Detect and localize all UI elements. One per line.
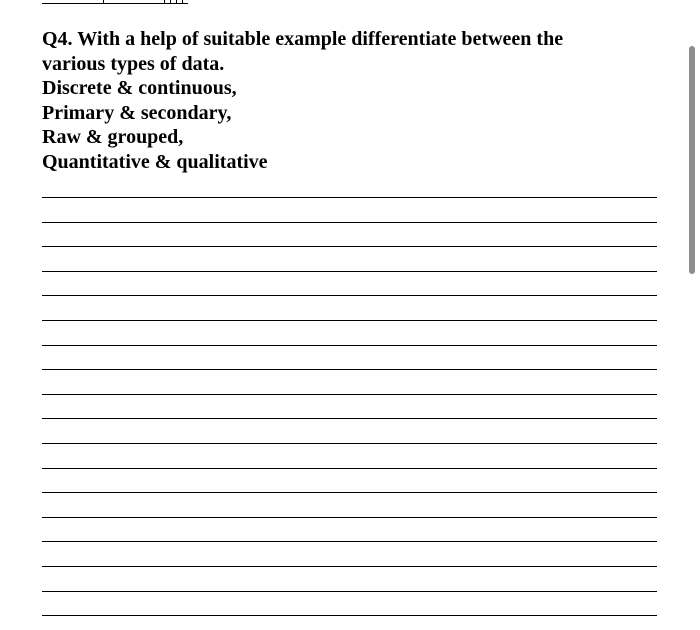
question-title-line-2: various types of data. bbox=[42, 52, 225, 75]
answer-line bbox=[42, 566, 657, 567]
answer-line bbox=[42, 492, 657, 493]
answer-line bbox=[42, 295, 657, 296]
question-item-raw-grouped: Raw & grouped, bbox=[42, 126, 184, 148]
vertical-scrollbar-thumb[interactable] bbox=[689, 46, 695, 274]
answer-line bbox=[42, 197, 657, 198]
answer-line bbox=[42, 517, 657, 518]
question-item-primary-secondary: Primary & secondary, bbox=[42, 101, 232, 124]
question-item-quantitative-qualitative: Quantitative & qualitative bbox=[42, 150, 268, 173]
answer-line bbox=[42, 541, 657, 542]
answer-line bbox=[42, 271, 657, 272]
answer-line bbox=[42, 591, 657, 592]
question-title-line-1: Q4. With a help of suitable example differentiate between the bbox=[42, 28, 564, 50]
answer-line bbox=[42, 468, 657, 469]
answer-line bbox=[42, 443, 657, 444]
answer-line bbox=[42, 418, 657, 419]
answer-line bbox=[42, 222, 657, 223]
answer-line bbox=[42, 246, 657, 247]
answer-line bbox=[42, 369, 657, 370]
answer-line bbox=[42, 345, 657, 346]
answer-line bbox=[42, 394, 657, 395]
question-item-discrete-continuous: Discrete & continuous, bbox=[42, 77, 237, 99]
answer-line bbox=[42, 615, 657, 616]
answer-ruled-lines bbox=[42, 0, 657, 630]
answer-line bbox=[42, 320, 657, 321]
